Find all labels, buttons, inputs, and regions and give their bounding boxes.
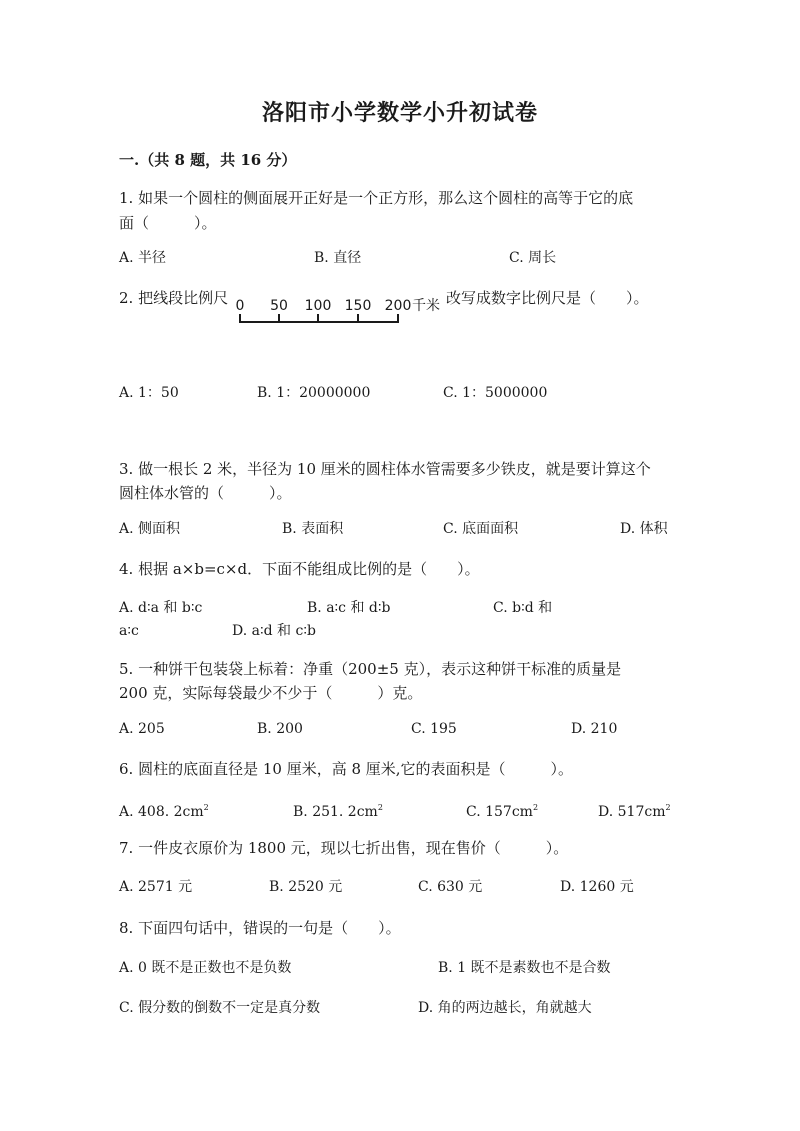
question-3-line-1: 3. 做一根长 2 米，半径为 10 厘米的圆柱体水管需要多少铁皮，就是要计算这个 bbox=[119, 460, 651, 478]
question-7: 7. 一件皮衣原价为 1800 元，现以七折出售，现在售价（ ）。 bbox=[119, 839, 569, 857]
q6-option-b: B. 251. $2cm^2$ bbox=[293, 803, 383, 820]
q8-option-b: B. 1 既不是素数也不是合数 bbox=[438, 960, 611, 976]
page-title: 洛阳市小学数学小升初试卷 bbox=[261, 100, 538, 126]
question-4: 4. 根据 a×b=c×d．下面不能组成比例的是（ ）。 bbox=[119, 560, 480, 578]
q8-option-c: C. 假分数的倒数不一定是真分数 bbox=[119, 1000, 321, 1016]
q7-option-d: D. 1260 元 bbox=[560, 879, 634, 895]
q4-option-b: B. a∶c 和 d∶b bbox=[307, 600, 391, 616]
q6-option-c: C. $157cm^2$ bbox=[466, 803, 539, 820]
superscript-two: 2 bbox=[377, 803, 383, 812]
q3-option-c: C. 底面面积 bbox=[443, 521, 519, 537]
question-2-prefix: 2. 把线段比例尺 bbox=[119, 289, 229, 307]
q7-option-a: A. 2571 元 bbox=[119, 879, 193, 895]
question-3-line-2: 圆柱体水管的（ ）。 bbox=[119, 484, 292, 502]
superscript-two: 2 bbox=[203, 803, 209, 812]
q4-option-c-continued: a∶c bbox=[119, 623, 139, 639]
q2-option-b: B. 1：20000000 bbox=[257, 385, 371, 401]
q3-option-d: D. 体积 bbox=[620, 521, 668, 537]
superscript-two: 2 bbox=[665, 803, 671, 812]
line-segment-scale bbox=[236, 296, 446, 330]
q1-option-c: C. 周长 bbox=[509, 250, 557, 266]
q5-option-b: B. 200 bbox=[257, 721, 303, 737]
question-2-suffix: 改写成数字比例尺是（ ）。 bbox=[446, 289, 649, 307]
q5-option-c: C. 195 bbox=[411, 721, 457, 737]
scale-tick-label: 100 bbox=[304, 298, 332, 314]
q7-option-c: C. 630 元 bbox=[418, 879, 483, 895]
q3-option-a: A. 侧面积 bbox=[119, 521, 181, 537]
question-8: 8. 下面四句话中，错误的一句是（ ）。 bbox=[119, 919, 401, 937]
q1-option-b: B. 直径 bbox=[314, 250, 362, 266]
question-6: 6. 圆柱的底面直径是 10 厘米，高 8 厘米,它的表面积是（ ）。 bbox=[119, 760, 574, 778]
question-1-line-2: 面（ ）。 bbox=[119, 214, 217, 232]
q5-option-a: A. 205 bbox=[119, 721, 165, 737]
q4-option-c: C. b∶d 和 bbox=[493, 600, 553, 616]
superscript-two: 2 bbox=[532, 803, 539, 812]
q1-option-a: A. 半径 bbox=[119, 250, 167, 266]
q7-option-b: B. 2520 元 bbox=[269, 879, 343, 895]
q4-option-a: A. d∶a 和 b∶c bbox=[119, 600, 203, 616]
q2-option-a: A. 1：50 bbox=[119, 385, 179, 401]
q6-option-d: D. $517cm^2$ bbox=[598, 803, 671, 820]
question-5-line-1: 5. 一种饼干包装袋上标着：净重（200±5 克），表示这种饼干标准的质量是 bbox=[119, 660, 622, 678]
q5-option-d: D. 210 bbox=[571, 721, 618, 737]
q6-option-a: A. 408. $2cm^2$ bbox=[119, 803, 209, 820]
section-heading: 一.（共 8 题，共 16 分） bbox=[119, 151, 297, 169]
scale-tick-label: 0 bbox=[236, 298, 245, 314]
question-1-line-1: 1. 如果一个圆柱的侧面展开正好是一个正方形，那么这个圆柱的高等于它的底 bbox=[119, 189, 634, 207]
scale-tick-label: 150 bbox=[344, 298, 372, 314]
scale-tick-label: 200 bbox=[384, 298, 412, 314]
question-5-line-2: 200 克，实际每袋最少不少于（ ）克。 bbox=[119, 684, 423, 702]
q2-option-c: C. 1：5000000 bbox=[443, 385, 548, 401]
q8-option-a: A. 0 既不是正数也不是负数 bbox=[119, 960, 292, 976]
q8-option-d: D. 角的两边越长，角就越大 bbox=[418, 1000, 592, 1016]
scale-tick-label: 50 bbox=[270, 298, 288, 314]
scale-unit: 千米 bbox=[412, 298, 440, 314]
q3-option-b: B. 表面积 bbox=[282, 521, 344, 537]
q4-option-d: D. a∶d 和 c∶b bbox=[232, 623, 316, 639]
